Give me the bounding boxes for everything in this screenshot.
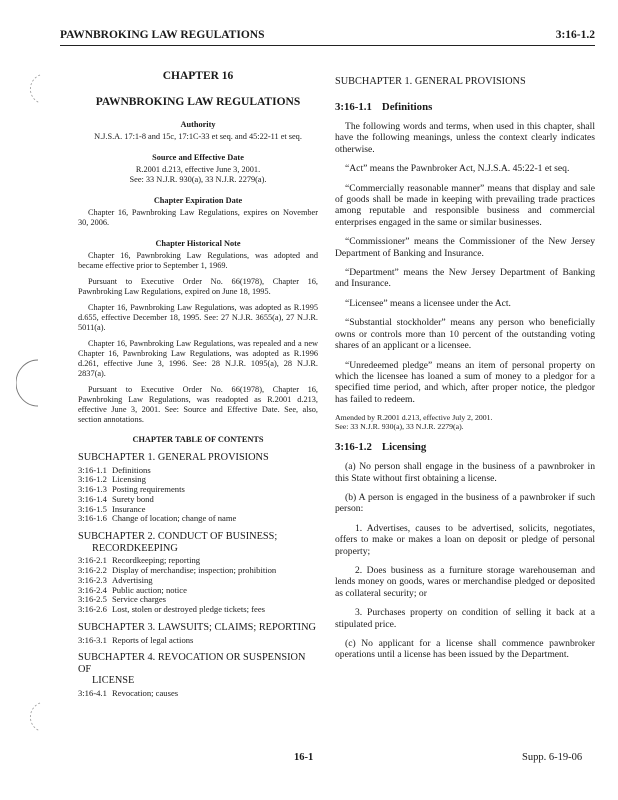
chapter-title: PAWNBROKING LAW REGULATIONS <box>95 96 301 108</box>
source-line: R.2001 d.213, effective June 3, 2001. <box>135 165 261 174</box>
history-note: Pursuant to Executive Order No. 66(1978), Chapter 16, Pawnbroking Law Regulations, was readopted as R.2001 d.213, effective June 3, 2001. See: Source and Effective Date. See, also, section annotations. <box>78 385 318 424</box>
left-column <box>78 70 318 706</box>
header-title: PAWNBROKING LAW REGULATIONS <box>60 29 265 41</box>
toc-row: 3:16-1.6 Change of location; change of name <box>78 513 237 524</box>
amendment-note: See: 33 N.J.R. 930(a), 33 N.J.R. 2279(a). <box>335 422 464 432</box>
page-number: 16-1 <box>294 752 314 763</box>
definition-paragraph: “Unredeemed pledge” means an item of personal property on which the licensee has loaned a sum of money to a pledgor for a specified time period, and which, after proper notice, the pledgor has failed to redeem. <box>335 359 595 405</box>
running-header <box>60 29 595 46</box>
licensing-item: 2. Does business as a furniture storage warehouseman and lends money on goods, wares or merchandise pledged or deposited as collateral security; or <box>335 564 595 599</box>
toc-row: 3:16-2.4 Public auction; notice <box>78 584 187 595</box>
toc-row: 3:16-3.1 Reports of legal actions <box>78 634 194 645</box>
source-line: See: 33 N.J.R. 930(a), 33 N.J.R. 2279(a). <box>129 175 267 184</box>
section-heading <box>335 441 595 453</box>
toc-subchapter-title: SUBCHAPTER 3. LAWSUITS; CLAIMS; REPORTING <box>78 622 316 634</box>
binder-hole-mark <box>20 700 44 734</box>
toc-heading: CHAPTER TABLE OF CONTENTS <box>132 435 264 444</box>
definition-paragraph: “Act” means the Pawnbroker Act, N.J.S.A. 45:22-1 et seq. <box>345 163 570 175</box>
section-title: Licensing <box>381 441 427 454</box>
binder-hole-mark <box>16 358 42 408</box>
section-number: 3:16-1.2 <box>335 441 372 454</box>
history-note: Chapter 16, Pawnbroking Law Regulations, was adopted and became effective prior to September 1, 1969. <box>78 251 318 270</box>
header-section: 3:16-1.2 <box>555 29 595 41</box>
toc-list <box>78 556 318 615</box>
subchapter-heading: SUBCHAPTER 1. GENERAL PROVISIONS <box>335 76 526 87</box>
licensing-item: 1. Advertises, causes to be advertised, solicits, negotiates, offers to make or makes a loan on deposit or pledge of personal property; <box>335 522 595 557</box>
section-title: Definitions <box>381 101 433 113</box>
history-heading: Chapter Historical Note <box>155 239 241 248</box>
definition-paragraph: The following words and terms, when used in this chapter, shall have the following meanings, unless the context clearly indicates otherwise. <box>335 121 595 155</box>
section-heading <box>335 101 595 113</box>
supplement-date: Supp. 6-19-06 <box>522 752 583 763</box>
licensing-item: 3. Purchases property on condition of selling it back at a stipulated price. <box>335 607 595 630</box>
toc-row: 3:16-4.1 Revocation; causes <box>78 687 179 698</box>
definition-paragraph: “Department” means the New Jersey Department of Banking and Insurance. <box>335 267 595 290</box>
toc-subchapter-title: SUBCHAPTER 4. REVOCATION OR SUSPENSION OF <box>78 652 306 675</box>
section-number: 3:16-1.1 <box>335 101 372 113</box>
licensing-paragraph: (b) A person is engaged in the business of a pawnbroker if such person: <box>335 491 595 515</box>
toc-list <box>78 636 318 646</box>
source-heading: Source and Effective Date <box>152 153 244 162</box>
chapter-number: CHAPTER 16 <box>162 70 234 82</box>
toc-row: 3:16-1.2 Licensing <box>78 474 146 485</box>
toc-list <box>78 689 318 699</box>
toc-row: 3:16-2.5 Service charges <box>78 594 167 605</box>
toc-row: 3:16-1.1 Definitions <box>78 464 151 475</box>
definition-paragraph: “Commercially reasonable manner” means that display and sale of goods shall be made in keeping with prevailing trade practices among reputable and responsible business and commercial enterprises engaged in the same or similar businesses. <box>335 182 595 228</box>
history-note: Pursuant to Executive Order No. 66(1978), Chapter 16, Pawnbroking Law Regulations, expired on June 18, 1995. <box>78 277 318 296</box>
history-note: Chapter 16, Pawnbroking Law Regulations, was repealed and a new Chapter 16, Pawnbroking Law Regulations, was adopted as R.1996 d.261, effective June 3, 1996. See: 28 N.J.R. 1095(a), 28 N.J.R. 2837(a). <box>78 339 318 378</box>
licensing-paragraph: (c) No applicant for a license shall commence pawnbroker operations until a license has been issued by the Department. <box>335 638 595 661</box>
toc-row: 3:16-2.1 Recordkeeping; reporting <box>78 555 201 566</box>
toc-subchapter-title: SUBCHAPTER 2. CONDUCT OF BUSINESS; <box>78 531 278 543</box>
toc-row: 3:16-2.2 Display of merchandise; inspection; prohibition <box>78 565 277 576</box>
amendment-note: Amended by R.2001 d.213, effective July 2, 2001. <box>335 413 493 423</box>
licensing-paragraph: (a) No person shall engage in the business of a pawnbroker in this State without first obtaining a license. <box>335 461 595 484</box>
toc-subchapter-title-cont: RECORDKEEPING <box>92 542 178 554</box>
definition-paragraph: “Licensee” means a licensee under the Act. <box>345 297 511 309</box>
toc-row: 3:16-1.4 Surety bond <box>78 493 154 504</box>
toc-row: 3:16-1.3 Posting requirements <box>78 484 185 495</box>
right-column <box>335 70 595 669</box>
toc-row: 3:16-1.5 Insurance <box>78 503 146 514</box>
expiration-text: Chapter 16, Pawnbroking Law Regulations, expires on November 30, 2006. <box>78 208 318 227</box>
toc-subchapter-title: SUBCHAPTER 1. GENERAL PROVISIONS <box>78 452 269 463</box>
authority-text: N.J.S.A. 17:1-8 and 15c, 17:1C-33 et seq. and 45:22-11 et seq. <box>94 132 302 141</box>
toc-subchapter-title-cont: LICENSE <box>92 675 135 687</box>
definition-paragraph: “Commissioner” means the Commissioner of the New Jersey Department of Banking and Insurance. <box>335 236 595 259</box>
expiration-heading: Chapter Expiration Date <box>153 196 243 205</box>
history-note: Chapter 16, Pawnbroking Law Regulations, was adopted as R.1995 d.655, effective December 18, 1995. See: 27 N.J.R. 3655(a), 27 N.J.R. 5011(a). <box>78 303 318 332</box>
definition-paragraph: “Substantial stockholder” means any person who beneficially owns or controls more than 10 percent of the outstanding voting shares of an applicant or a licensee. <box>335 317 595 352</box>
toc-row: 3:16-2.6 Lost, stolen or destroyed pledge tickets; fees <box>78 604 265 615</box>
toc-row: 3:16-2.3 Advertising <box>78 574 153 585</box>
binder-hole-mark <box>20 72 44 106</box>
authority-heading: Authority <box>180 120 216 129</box>
toc-list <box>78 466 318 525</box>
